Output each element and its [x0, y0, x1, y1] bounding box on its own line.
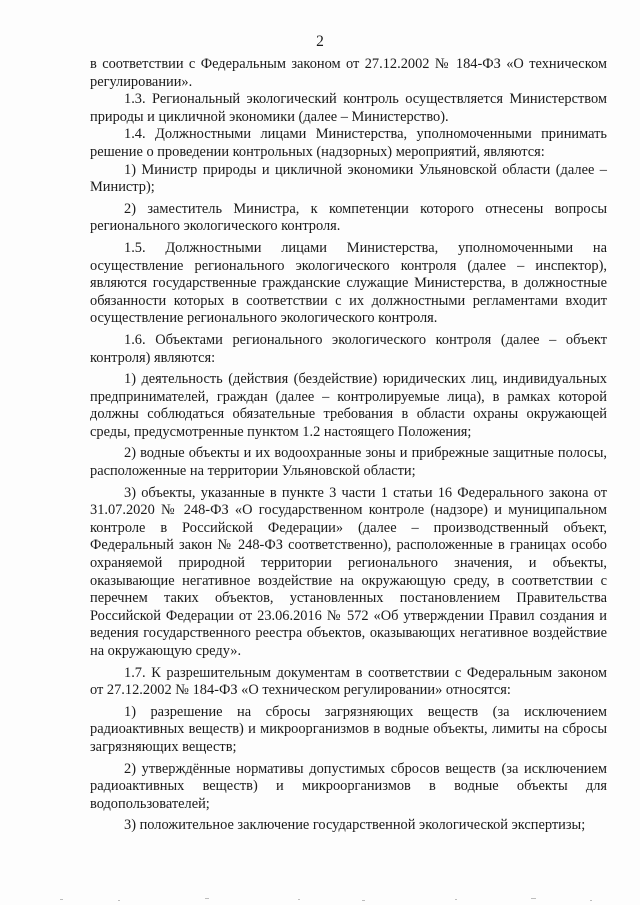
scan-edge-artifact	[0, 887, 640, 905]
paragraph-1-6-item-1: 1) деятельность (действия (бездействие) юридических лиц, индивидуальных предпринимателей, граждан (далее – контролируемые лица), в рамках которой должны соблюдаться обязательные требования в области охраны окружающей среды, предусмотренные пунктом 1.2 настоящего Положения;	[90, 371, 607, 440]
paragraph-1-6-item-3: 3) объекты, указанные в пункте 3 части 1 статьи 16 Федерального закона от 31.07.2020 № 248-ФЗ «О государственном контроле (надзоре) и муниципальном контроле в Российской Федерации» (далее – производственный объект, Федеральный закон № 248-ФЗ соответственно), расположенные в границах особо охраняемой природной территории регионального значения, и объекты, оказывающие негативное воздействие на окружающую среду, в соответствии с перечнем таких объектов, установленных постановлением Правительства Российской Федерации от 23.06.2016 № 572 «Об утверждении Правил создания и ведения государственного реестра объектов, оказывающих негативное воздействие на окружающую среду».	[90, 484, 607, 659]
paragraph-1-5: 1.5. Должностными лицами Министерства, уполномоченными на осуществление регионального экологического контроля (далее – инспектор), являются государственные гражданские служащие Министерства, в должностные обязанности которых в соответствии с их должностными регламентами входит осуществление регионального экологического контроля.	[90, 239, 607, 327]
paragraph-1-6-item-2: 2) водные объекты и их водоохранные зоны и прибрежные защитные полосы, расположенные на территории Ульяновской области;	[90, 445, 607, 480]
paragraph-1-7-item-1: 1) разрешение на сбросы загрязняющих веществ (за исключением радиоактивных веществ) и микроорганизмов в водные объекты, лимиты на сбросы загрязняющих веществ;	[90, 703, 607, 755]
paragraph-1-4-item-1: 1) Министр природы и цикличной экономики Ульяновской области (далее – Министр);	[90, 161, 607, 196]
paragraph-1-7-item-3: 3) положительное заключение государственной экологической экспертизы;	[124, 817, 586, 834]
paragraph-continuation: в соответствии с Федеральным законом от 27.12.2002 № 184-ФЗ «О техническом регулировании».	[90, 56, 607, 90]
page-number: 2	[316, 33, 324, 50]
document-body	[90, 56, 607, 835]
paragraph-1-7: 1.7. К разрешительным документам в соответствии с Федеральным законом от 27.12.2002 № 184-ФЗ «О техническом регулировании» относятся:	[90, 664, 607, 699]
paragraph-1-4-item-2: 2) заместитель Министра, к компетенции которого отнесены вопросы регионального экологического контроля.	[90, 200, 607, 235]
paragraph-1-3: 1.3. Региональный экологический контроль осуществляется Министерством природы и цикличной экономики (далее – Министерство).	[90, 91, 607, 125]
paragraph-1-4: 1.4. Должностными лицами Министерства, уполномоченными принимать решение о проведении контрольных (надзорных) мероприятий, являются:	[90, 126, 607, 160]
paragraph-1-7-item-2: 2) утверждённые нормативы допустимых сбросов веществ (за исключением радиоактивных веществ) и микроорганизмов в водные объекты для водопользователей;	[90, 760, 607, 812]
paragraph-1-6: 1.6. Объектами регионального экологического контроля (далее – объект контроля) являются:	[90, 331, 607, 366]
